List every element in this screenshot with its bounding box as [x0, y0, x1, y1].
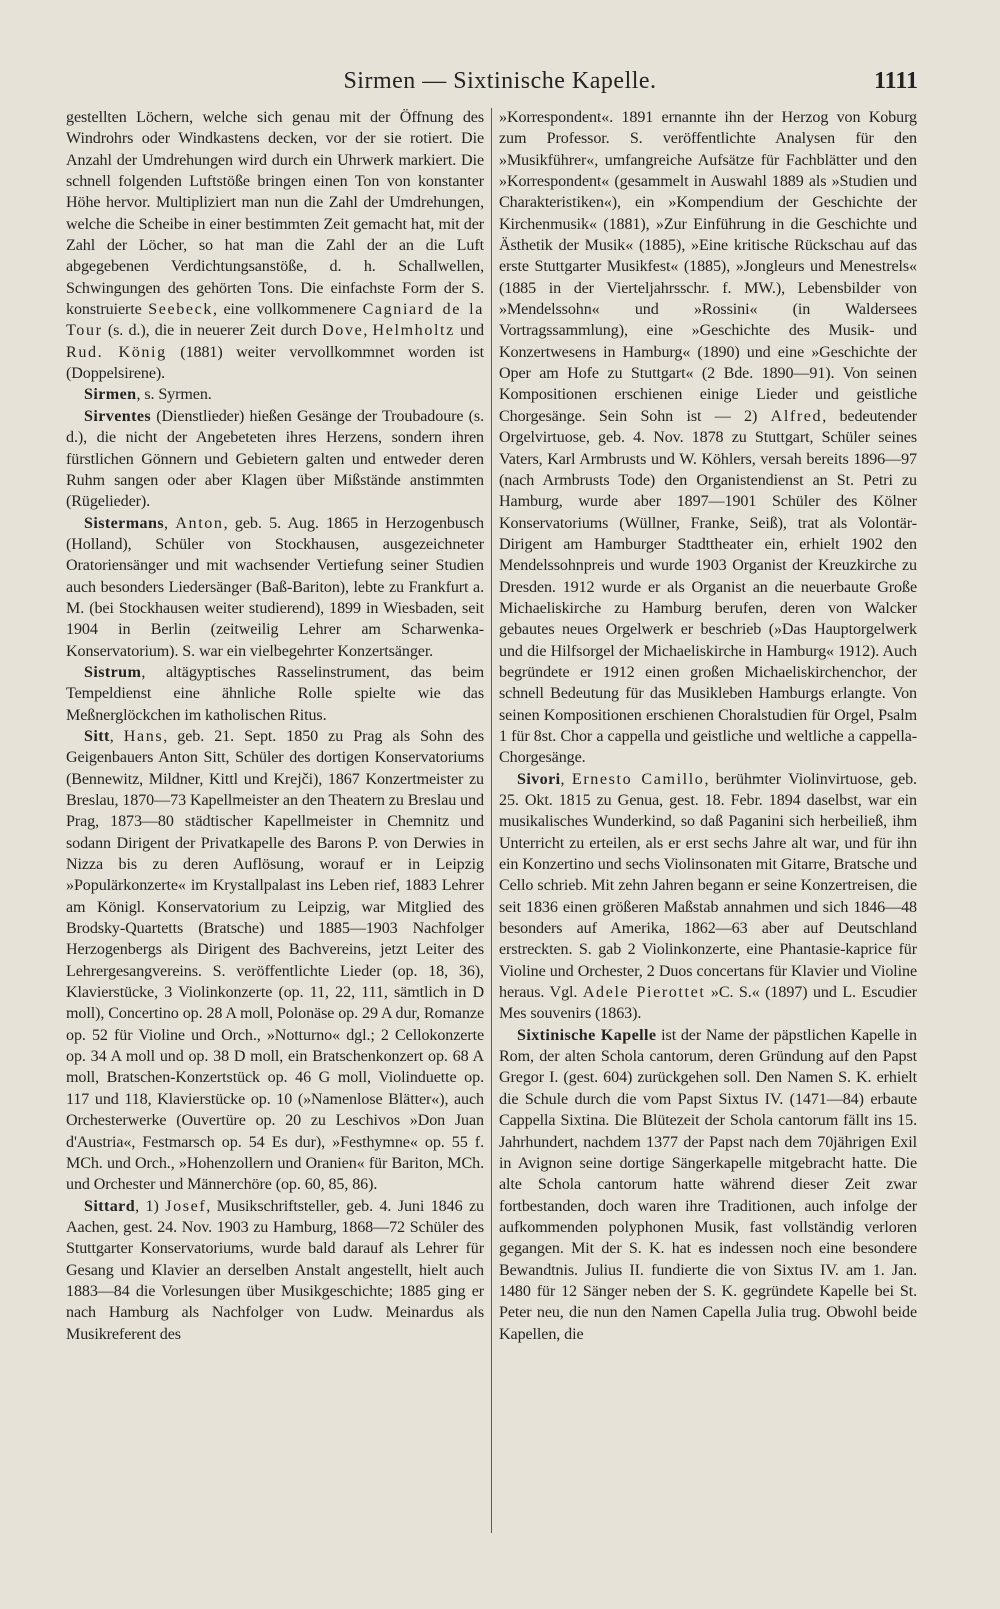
- entry-text: ,: [164, 514, 176, 532]
- header-title: Sirmen — Sixtinische Kapelle.: [343, 68, 657, 94]
- spaced-name: Helmholtz: [372, 322, 455, 340]
- spaced-name: Ernesto Camillo: [571, 770, 705, 788]
- entry-text: ,: [560, 770, 572, 788]
- entry-text: ,: [109, 727, 124, 745]
- right-column: [499, 107, 917, 1345]
- column-divider: [491, 108, 492, 1533]
- dictionary-entry: [66, 726, 484, 1196]
- entry-headword: Sitt: [84, 727, 110, 745]
- entry-headword: Sirventes: [84, 407, 152, 425]
- entry-text: (Dienstlieder) hießen Gesänge der Troubadoure (s. d.), die nicht der Angebeteten ihres Herzens, sondern ihren fürstlichen Gönnern und Gebietern galten und entweder deren Ruhm sangen oder aber Klagen über Mißstände anstimmten (Rügelieder).: [66, 407, 484, 511]
- entry-headword: Sistermans: [84, 514, 164, 532]
- entry-text: , 1): [135, 1197, 166, 1215]
- dictionary-entry: [499, 769, 917, 1025]
- left-column: [66, 107, 484, 1345]
- spaced-name: Alfred: [770, 407, 823, 425]
- entry-text: , altägyptisches Rasselinstrument, das beim Tempeldienst eine ähnliche Rolle spielte wie das Meßnerglöckchen im katholischen Ritus.: [66, 663, 484, 724]
- dictionary-entry: [66, 384, 484, 405]
- entry-text: , geb. 21. Sept. 1850 zu Prag als Sohn des Geigenbauers Anton Sitt, Schüler des dortigen Konservatoriums (Bennewitz, Mildner, Kittl und Krejči), 1867 Konzertmeister zu Breslau, 1870—73 Kapellmeister an den Theatern zu Breslau und Prag, 1873—80 städtischer Kapellmeister in Chemnitz und sodann Dirigent der Privatkapelle des Barons P. von Derwies in Nizza bis zu deren Auflösung, worauf er in Leipzig »Populärkonzerte« im Krystallpalast ins Leben rief, 1883 Lehrer am Königl. Konservatorium zu Leipzig, war Mitglied des Brodsky-Quartetts (Bratsche) und 1885—1903 Nachfolger Herzogenbergs als Dirigent des Bachvereins, jetzt Leiter des Lehrergesangvereins. S. veröffentlichte Lieder (op. 18, 36), Klavierstücke, 3 Violinkonzerte (op. 11, 22, 111, sämtlich in D moll), Concertino op. 28 A moll, Polonäse op. 29 A dur, Romanze op. 52 für Violine und Orch., »Notturno« dgl.; 2 Cellokonzerte op. 34 A moll und op. 38 D moll, ein Bratschenkonzert op. 68 A moll, Bratschen-Konzertstück op. 46 G moll, Violinduette op. 117 und 118, Klavierstücke op. 10 (»Namenlose Blätter«), auch Orchesterwerke (Ouvertüre op. 20 zu Leschivos »Don Juan d'Austria«, Festmarsch op. 54 Es dur), »Festhymne« op. 55 f. MCh. und Orch., »Hohenzollern und Oranien« für Bariton, MCh. und Orchester und Männerchöre (op. 60, 85, 86).: [66, 727, 484, 1194]
- entry-text: »C. S.« (1897) und L. Escudier Mes souvenirs (1863).: [499, 984, 917, 1023]
- spaced-name: Seebeck: [148, 301, 214, 319]
- entry-text: , eine vollkommenere: [213, 301, 363, 319]
- entry-headword: Sittard: [84, 1197, 136, 1215]
- entry-text: , bedeutender Orgelvirtuose, geb. 4. Nov. 1878 zu Stuttgart, Schüler seines Vaters, Karl Armbrusts und W. Köhlers, versah bereits 1896—97 (nach Armbrusts Tode) den Organistendienst an St. Petri zu Hamburg, wurde aber 1897—1901 Schüler des Kölner Konservatoriums (Wüllner, Franke, Seiß), trat als Volontär-Dirigent am Hamburger Stadttheater ein, erhielt 1902 den Mendelssohnpreis und wurde 1903 Organist der Kreuzkirche zu Dresden. 1912 wurde er als Organist an die neuerbaute Große Michaeliskirche zu Hamburg berufen, deren von Walcker gebautes neues Orgelwerk er beschrieb (»Das Hauptorgelwerk und die Hilfsorgel der Michaeliskirche in Hamburg« 1912). Auch begründete er 1912 einen großen Michaeliskirchenchor, der schnell Bedeutung für das Musikleben Hamburgs erlangte. Von seinen Kompositionen erschienen Choralstudien für Orgel, Psalm 1 für 8st. Chor a cappella und geistliche und weltliche a cappella-Chorgesänge.: [499, 407, 918, 767]
- dictionary-entry: [499, 1025, 917, 1345]
- entry-continuation: [66, 107, 484, 384]
- entry-text: , s. Syrmen.: [136, 386, 212, 404]
- entry-text: gestellten Löchern, welche sich genau mit der Öffnung des Windrohrs oder Windkastens decken, vor der sie rotiert. Die Anzahl der Umdrehungen wird durch ein Uhrwerk markiert. Die schnell folgenden Luftstöße bringen einen Ton von konstanter Höhe hervor. Multipliziert man nun die Zahl der Umdrehungen, welche die Scheibe in einer bestimmten Zeit gemacht hat, mit der Zahl der Löcher, so hat man die Zahl der an die Luft abgegebenen Verdichtungsanstöße, d. h. Schallwellen, Schwingungen des gehörten Tons. Die einfachste Form der S. konstruierte: [66, 109, 484, 319]
- entry-headword: Sixtinische Kapelle: [517, 1026, 657, 1044]
- entry-headword: Sistrum: [84, 663, 142, 681]
- entry-text: ,: [363, 322, 373, 340]
- entry-text: (s. d.), die in neuerer Zeit durch: [102, 322, 323, 340]
- entry-text: , berühmter Violinvirtuose, geb. 25. Okt. 1815 zu Genua, gest. 18. Febr. 1894 daselbst, war ein musikalisches Wunderkind, so daß Paganini sich herbeiließ, ihm Unterricht zu erteilen, als er erst sechs Jahre alt war, und für ihn ein Konzertino und sechs Violinsonaten mit Gitarre, Bratsche und Cello schrieb. Mit zehn Jahren begann er seine Konzertreisen, die seit 1836 einen größeren Maßstab annahmen und sich 1846—48 besonders auf Amerika, 1862—63 aber auf Deutschland erstreckten. S. gab 2 Violinkonzerte, eine Phantasie-kaprice für Violine und Orchester, 2 Duos concertans für Klavier und Violine heraus. Vgl.: [499, 770, 917, 1002]
- entry-text: »Korrespondent«. 1891 ernannte ihn der Herzog von Koburg zum Professor. S. veröffentlichte Analysen für den »Musikführer«, umfangreiche Aufsätze für Fachblätter und den »Korrespondent« (gesammelt in Auswahl 1889 als »Studien und Charakteristiken«), ein »Kompendium der Geschichte der Kirchenmusik« (1881), »Zur Einführung in die Geschichte und Ästhetik der Musik« (1885), »Eine kritische Rückschau auf das erste Stuttgarter Musikfest« (1885), »Jongleurs und Menestrels« (1885 in der Vierteljahrsschr. f. MW.), Lebensbilder von »Mendelssohn« und »Rossini« (in Waldersees Vortragssammlung), eine »Geschichte des Musik- und Konzertwesens in Hamburg« (1890) und eine »Geschichte der Oper am Hofe zu Stuttgart« (2 Bde. 1890—91). Von seinen Kompositionen erschienen einige Lieder und geistliche Chorgesänge. Sein Sohn ist — 2): [499, 109, 917, 425]
- running-header: [0, 64, 1000, 104]
- entry-headword: Sirmen: [84, 386, 137, 404]
- entry-text: (1881) weiter vervollkommnet worden ist (Doppelsirene).: [66, 343, 484, 383]
- entry-continuation: [499, 107, 917, 769]
- dictionary-entry: [66, 406, 484, 513]
- entry-headword: Sivori: [517, 770, 561, 788]
- entry-text: ist der Name der päpstlichen Kapelle in Rom, der alten Schola cantorum, deren Gründung auf den Papst Gregor I. (gest. 604) zurückgehen soll. Den Namen S. K. erhielt die Schule durch die vom Papst Sixtus IV. (1471—84) erbaute Cappella Sixtina. Die Blütezeit der Schola cantorum fällt ins 15. Jahrhundert, nachdem 1377 der Papst nach dem 70jährigen Exil in Avignon seine dortige Sängerkapelle mitgebracht hatte. Die alte Schola cantorum hatte während dieser Zeit zwar fortbestanden, doch waren ihre Traditionen, auch infolge der aufkommenden polyphonen Musik, fast vollständig verloren gegangen. Mit der S. K. hat es indessen noch eine besondere Bewandtnis. Julius II. fundierte die von Sixtus IV. am 1. Jan. 1480 für 12 Sänger neben der S. K. gegründete Kapelle bei St. Peter neu, die nun den Namen Capella Julia trug. Obwohl beide Kapellen, die: [499, 1026, 917, 1343]
- page-number: 1111: [873, 68, 918, 94]
- dictionary-entry: [66, 662, 484, 726]
- dictionary-entry: [66, 513, 484, 662]
- entry-text: und: [454, 322, 484, 340]
- spaced-name: Rud. König: [66, 343, 167, 361]
- spaced-name: Hans: [123, 727, 164, 745]
- spaced-name: Anton: [175, 514, 224, 532]
- spaced-name: Adele Pierottet: [582, 984, 706, 1002]
- entry-text: , Musikschriftsteller, geb. 4. Juni 1846 zu Aachen, gest. 24. Nov. 1903 zu Hamburg, 1868—72 Schüler des Stuttgarter Konservatoriums, wurde bald darauf als Lehrer für Gesang und Klavier an derselben Anstalt angestellt, hielt auch 1883—84 die Vorlesungen über Musikgeschichte; 1885 ging er nach Hamburg als Nachfolger von Ludw. Meinardus als Musikreferent des: [66, 1197, 484, 1343]
- spaced-name: Dove: [322, 322, 364, 340]
- dictionary-entry: [66, 1196, 484, 1345]
- spaced-name: Cagniard de la Tour: [66, 301, 484, 340]
- entry-text: , geb. 5. Aug. 1865 in Herzogenbusch (Holland), Schüler von Stockhausen, ausgezeichneter Oratoriensänger und mit wachsender Vertiefung seiner Studien auch besonders Liedersänger (Baß-Bariton), lebte zu Frankfurt a. M. (bei Stockhausen weiter studierend), 1899 in Wiesbaden, seit 1904 in Berlin (zeitweilig Lehrer am Scharwenka-Konservatorium). S. war ein vielbegehrter Konzertsänger.: [66, 514, 484, 660]
- spaced-name: Josef: [165, 1197, 207, 1215]
